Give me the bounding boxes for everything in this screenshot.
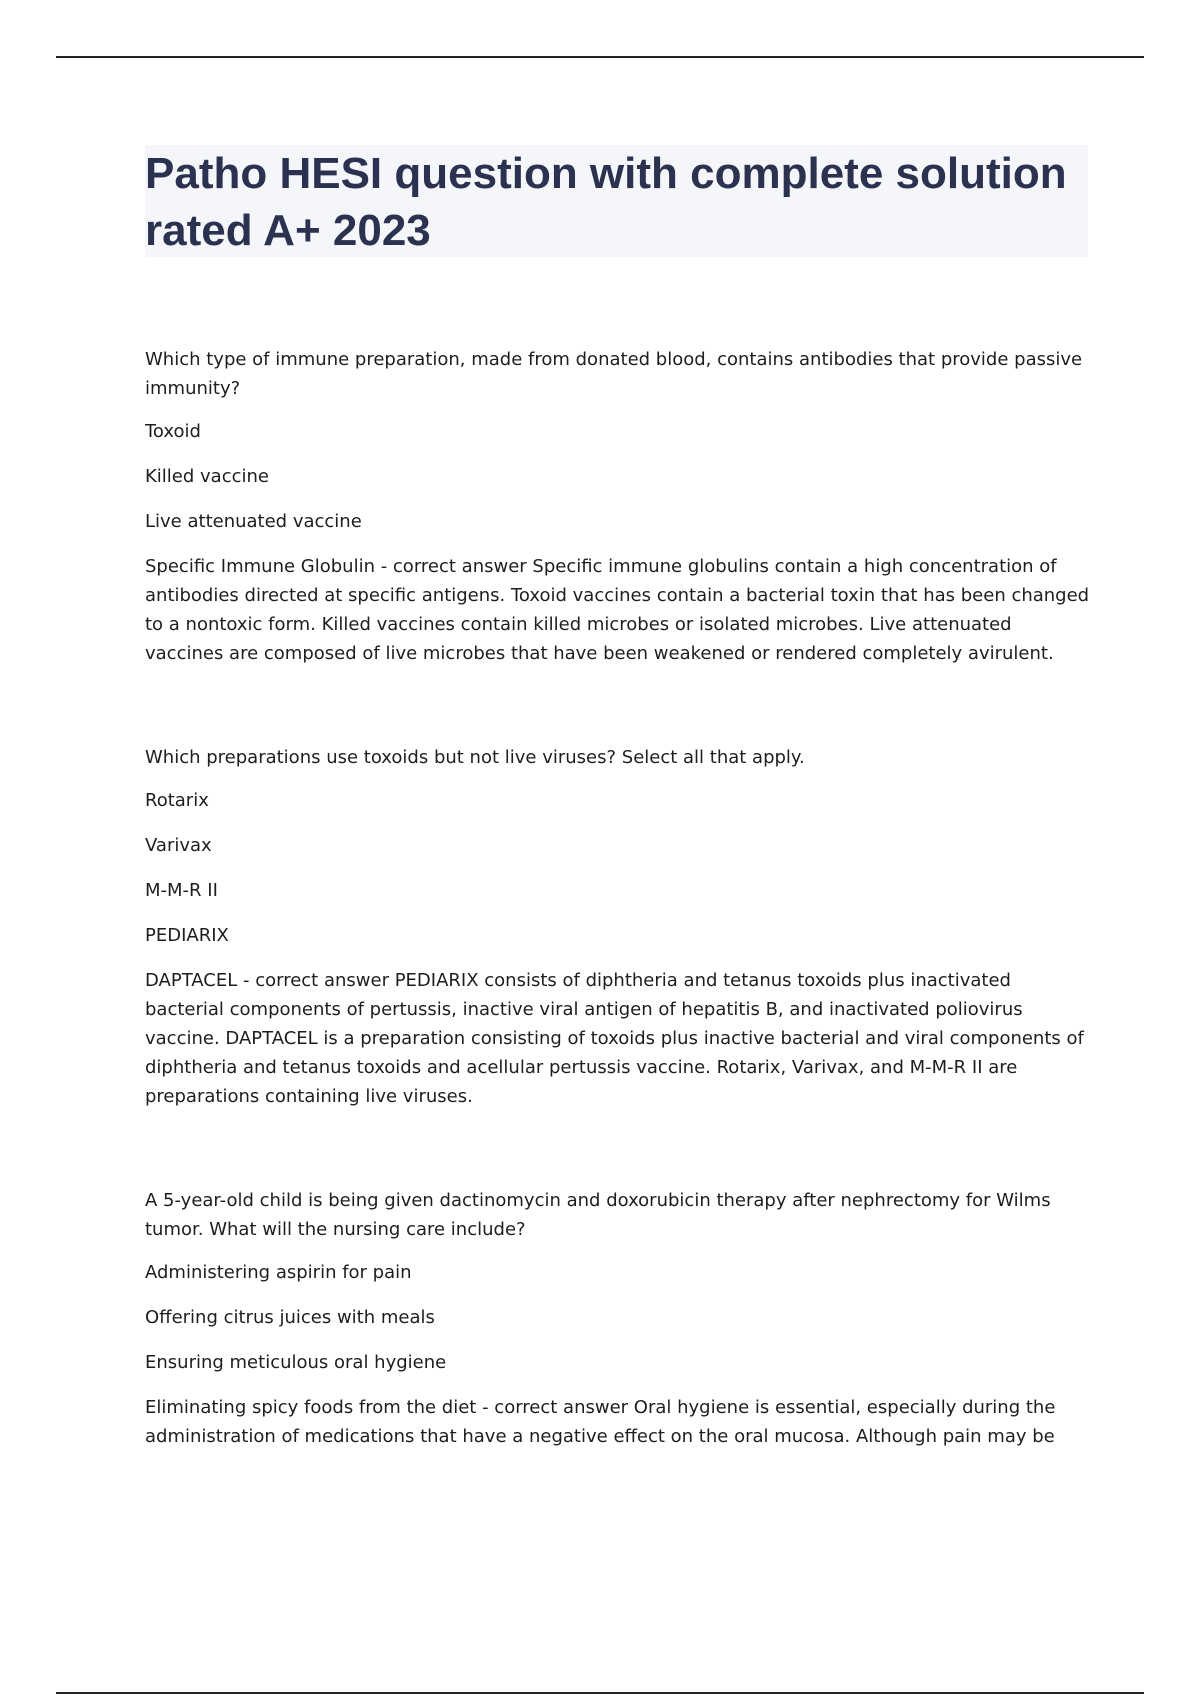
option-text: Ensuring meticulous oral hygiene [145, 1352, 447, 1373]
question-block-2 [145, 743, 1090, 1111]
option-text: M-M-R II [145, 880, 218, 901]
question-block-3 [145, 1186, 1090, 1451]
question-text: Which type of immune preparation, made from donated blood, contains antibodies that provide passive immunity? [145, 349, 1083, 399]
title-box [145, 145, 1088, 257]
option-text: PEDIARIX [145, 925, 229, 946]
top-rule [56, 56, 1144, 58]
option-text: Toxoid [145, 421, 201, 442]
section-gap [145, 1111, 1090, 1186]
qa-content [145, 345, 1090, 1451]
option-text: Rotarix [145, 790, 209, 811]
question-text: Which preparations use toxoids but not live viruses? Select all that apply. [145, 747, 805, 768]
bottom-rule [56, 1692, 1144, 1694]
answer-text: Specific Immune Globulin - correct answer Specific immune globulins contain a high concentration of antibodies directed at specific antigens. Toxoid vaccines contain a bacterial toxin that has been changed to a nontoxic form. Killed vaccines contain killed microbes or isolated microbes. Live attenuated vaccines are composed of live microbes that have been weakened or rendered completely avirulent. [145, 556, 1090, 664]
option-text: Varivax [145, 835, 212, 856]
option-text: Killed vaccine [145, 466, 269, 487]
section-gap [145, 668, 1090, 743]
answer-text: DAPTACEL - correct answer PEDIARIX consists of diphtheria and tetanus toxoids plus inactivated bacterial components of pertussis, inactive viral antigen of hepatitis B, and inactivated poliovirus vaccine. DAPTACEL is a preparation consisting of toxoids plus inactive bacterial and viral components of diphtheria and tetanus toxoids and acellular pertussis vaccine. Rotarix, Varivax, and M-M-R II are preparations containing live viruses. [145, 970, 1084, 1107]
option-text: Live attenuated vaccine [145, 511, 362, 532]
page-title: Patho HESI question with complete solution rated A+ 2023 [145, 149, 1067, 255]
option-text: Administering aspirin for pain [145, 1262, 412, 1283]
answer-text: Eliminating spicy foods from the diet - correct answer Oral hygiene is essential, especially during the administration of medications that have a negative effect on the oral mucosa. Although pain may be [145, 1397, 1056, 1447]
option-text: Offering citrus juices with meals [145, 1307, 435, 1328]
question-block-1 [145, 345, 1090, 668]
question-text: A 5-year-old child is being given dactinomycin and doxorubicin therapy after nephrectomy for Wilms tumor. What will the nursing care include? [145, 1190, 1051, 1240]
